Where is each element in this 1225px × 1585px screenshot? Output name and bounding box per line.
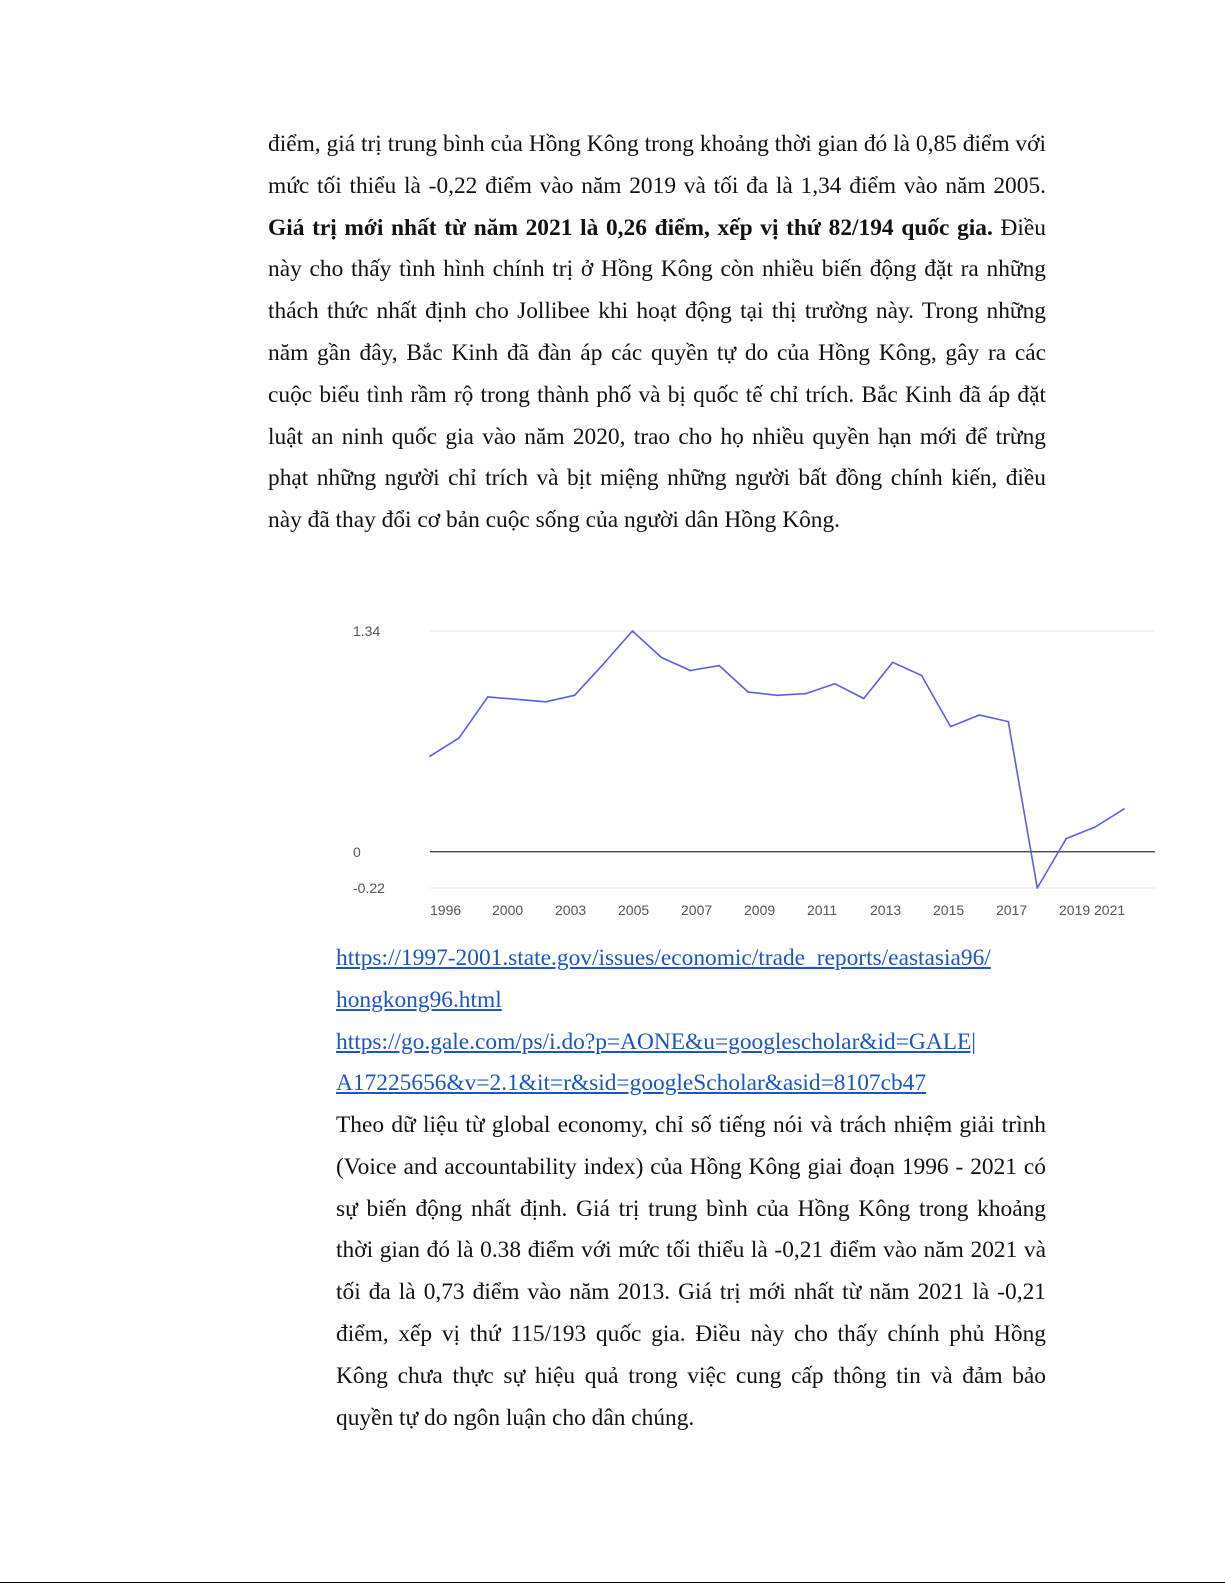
data-point [545, 701, 547, 703]
link-state-gov-continued[interactable]: hongkong96.html [336, 986, 502, 1013]
data-point [690, 670, 692, 672]
political-stability-chart [340, 610, 1170, 940]
data-point [661, 657, 663, 659]
x-tick-label: 2019 [1059, 902, 1091, 918]
data-point [892, 662, 894, 664]
x-tick-label: 2009 [744, 902, 776, 918]
data-point [718, 665, 720, 667]
y-tick-label: 0 [353, 843, 361, 860]
series-line [430, 631, 1124, 888]
data-point [429, 755, 431, 757]
data-point [747, 691, 749, 693]
link-state-gov[interactable]: https://1997-2001.state.gov/issues/economic/trade_reports/eastasia96/ [336, 945, 991, 971]
data-point [834, 683, 836, 685]
data-point [1065, 838, 1067, 840]
link-gale-continued[interactable]: A17225656&v=2.1&it=r&sid=googleScholar&asid=8107cb47 [336, 1070, 927, 1097]
paragraph-voice-accountability: Theo dữ liệu từ global economy, chỉ số tiếng nói và trách nhiệm giải trình (Voice and accountability index) của Hồng Kông giai đoạn 1996 - 2021 có sự biến động nhất định. Giá trị trung bình của Hồng Kông trong khoảng thời gian đó là 0.38 điểm với mức tối thiểu là -0,21 điểm vào năm 2021 và tối đa là 0,73 điểm vào năm 2013. Giá trị mới nhất từ năm 2021 là -0,21 điểm, xếp vị thứ 115/193 quốc gia. Điều này cho thấy chính phủ Hồng Kông chưa thực sự hiệu quả trong việc cung cấp thông tin và đảm bảo quyền tự do ngôn luận cho dân chúng. [336, 1112, 1046, 1431]
data-point [805, 693, 807, 695]
x-tick-label: 1996 [430, 902, 462, 918]
x-tick-label: 2000 [492, 902, 524, 918]
link-gale[interactable]: https://go.gale.com/ps/i.do?p=AONE&u=googlescholar&id=GALE| [336, 1028, 976, 1055]
page-bottom-rule [0, 1582, 1225, 1583]
x-tick-label: 2017 [996, 902, 1028, 918]
y-tick-label: -0.22 [353, 880, 385, 896]
line-chart-svg [340, 610, 1170, 940]
x-tick-label: 2013 [870, 902, 902, 918]
data-point [979, 714, 981, 716]
data-point [863, 698, 865, 700]
x-tick-label: 2003 [555, 902, 587, 918]
data-point [1123, 808, 1125, 810]
data-point [950, 726, 952, 728]
x-tick-label: 2005 [618, 902, 650, 918]
data-point [603, 663, 605, 665]
x-tick-label: 2007 [681, 902, 713, 918]
data-point [574, 695, 576, 697]
paragraph-text-continued: Điều này cho thấy tình hình chính trị ở Hồng Kông còn nhiều biến động đặt ra những thách thức nhất định cho Jollibee khi hoạt động tại thị trường này. Trong những năm gần đây, Bắc Kinh đã đàn áp các quyền tự do của Hồng Kông, gây ra các cuộc biểu tình rầm rộ trong thành phố và bị quốc tế chỉ trích. Bắc Kinh đã áp đặt luật an ninh quốc gia vào năm 2020, trao cho họ nhiều quyền hạn mới để trừng phạt những người chỉ trích và bịt miệng những người bất đồng chính kiến, điều này đã thay đổi cơ bản cuộc sống của người dân Hồng Kông. [268, 214, 1046, 534]
reference-links [336, 938, 1046, 1105]
paragraph-bold-text: Giá trị mới nhất từ năm 2021 là 0,26 điểm, xếp vị thứ 82/194 quốc gia. [268, 214, 993, 241]
paragraph-text: điểm, giá trị trung bình của Hồng Kông trong khoảng thời gian đó là 0,85 điểm với mức tối thiểu là -0,22 điểm vào năm 2019 và tối đa là 1,34 điểm vào năm 2005. [268, 131, 1046, 199]
paragraph-political-stability [268, 124, 1046, 542]
data-point [632, 630, 634, 632]
x-tick-label: 2021 [1094, 902, 1126, 918]
data-point [1094, 826, 1096, 828]
data-point [458, 737, 460, 739]
data-point [776, 695, 778, 697]
data-point [1008, 721, 1010, 723]
data-point [487, 696, 489, 698]
x-tick-label: 2015 [933, 902, 965, 918]
x-tick-label: 2011 [807, 902, 838, 918]
y-tick-label: 1.34 [353, 623, 381, 639]
data-point [921, 675, 923, 677]
data-point [1037, 887, 1039, 889]
